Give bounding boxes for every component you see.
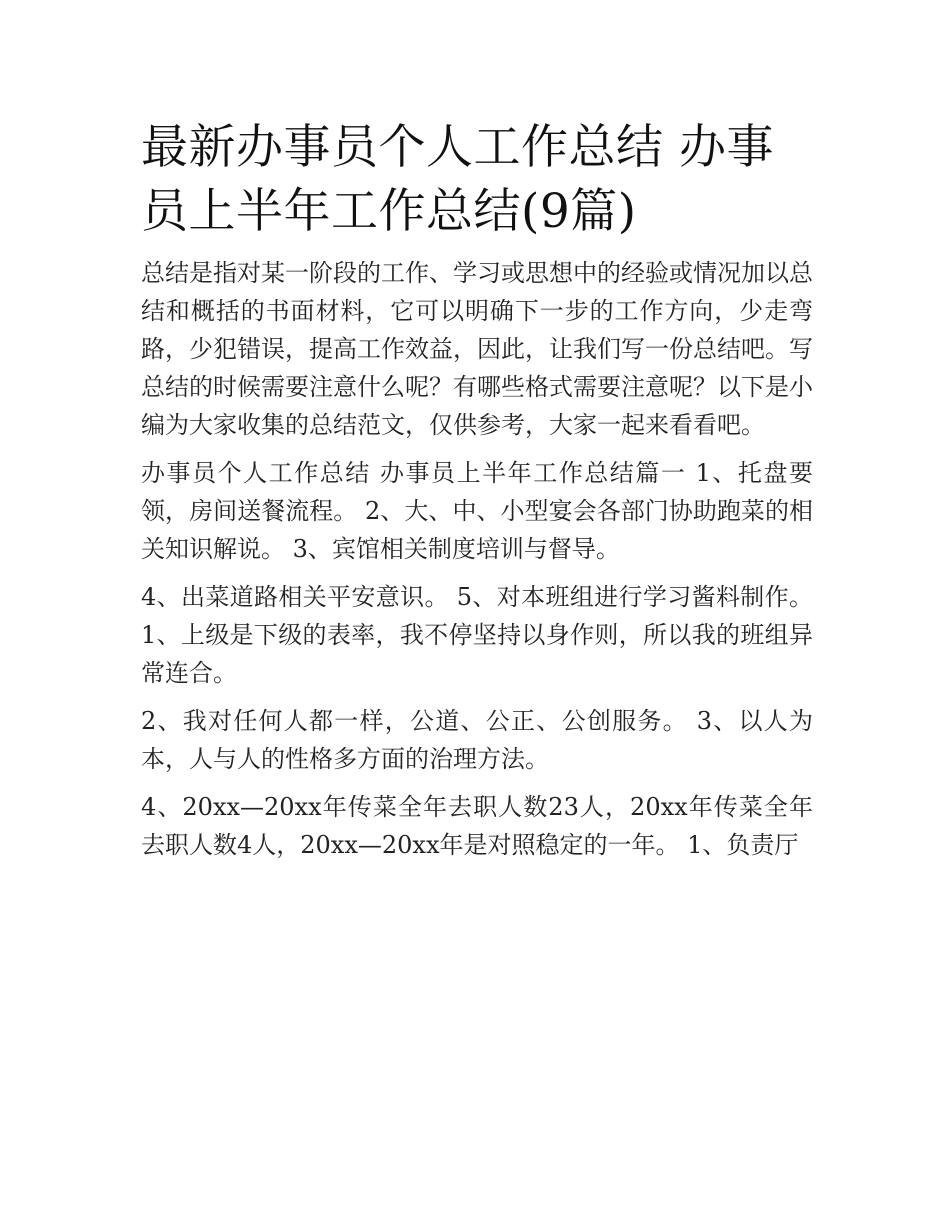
paragraph-section-3: 2、我对任何人都一样，公道、公正、公创服务。 3、以人为本，人与人的性格多方面的治理方法。 [141, 707, 813, 773]
document-content [141, 116, 813, 874]
paragraph-section-1: 办事员个人工作总结 办事员上半年工作总结篇一 1、托盘要领，房间送餐流程。 2、大、中、小型宴会各部门协助跑菜的相关知识解说。 3、宾馆相关制度培训与督导。 [141, 459, 813, 563]
paragraph-section-2: 4、出菜道路相关平安意识。 5、对本班组进行学习酱料制作。 1、上级是下级的表率，我不停坚持以身作则，所以我的班组异常连合。 [141, 583, 813, 687]
document-title: 最新办事员个人工作总结 办事员上半年工作总结(9篇) [141, 120, 774, 239]
paragraph-section-4: 4、20xx—20xx年传菜全年去职人数23人，20xx年传菜全年去职人数4人，20xx—20xx年是对照稳定的一年。 1、负责厅 [141, 793, 813, 859]
paragraph-intro: 总结是指对某一阶段的工作、学习或思想中的经验或情况加以总结和概括的书面材料，它可以明确下一步的工作方向，少走弯路，少犯错误，提高工作效益，因此，让我们写一份总结吧。写总结的时候需要注意什么呢？有哪些格式需要注意呢？以下是小编为大家收集的总结范文，仅供参考，大家一起来看看吧。 [141, 259, 813, 439]
